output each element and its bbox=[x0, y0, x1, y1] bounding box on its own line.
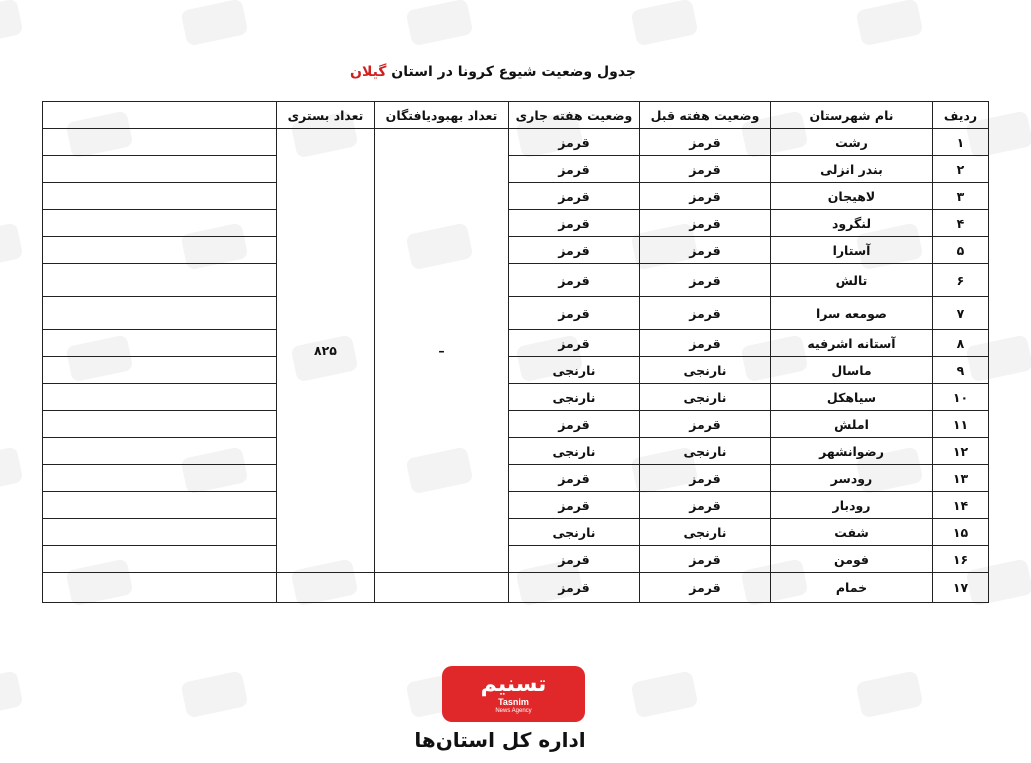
hospitalized-total: ۸۲۵ bbox=[277, 129, 375, 573]
logo-text-en: Tasnim bbox=[498, 697, 529, 707]
city-name: فومن bbox=[771, 546, 933, 573]
tasnim-logo-icon bbox=[454, 673, 573, 715]
curr-week-status: قرمز bbox=[509, 411, 640, 438]
row-number: ۲ bbox=[933, 156, 989, 183]
title-prefix: جدول وضعیت شیوع کرونا در استان bbox=[386, 64, 636, 80]
row-number: ۸ bbox=[933, 330, 989, 357]
table-row bbox=[43, 519, 989, 546]
blank-cell bbox=[43, 384, 277, 411]
prev-week-status: قرمز bbox=[640, 411, 771, 438]
blank-cell bbox=[43, 357, 277, 384]
city-name: ماسال bbox=[771, 357, 933, 384]
tasnim-logo bbox=[442, 666, 585, 722]
curr-week-status: قرمز bbox=[509, 492, 640, 519]
watermark-logo-icon bbox=[630, 670, 698, 718]
watermark-logo-icon bbox=[180, 0, 248, 46]
prev-week-status: قرمز bbox=[640, 183, 771, 210]
prev-week-status: قرمز bbox=[640, 237, 771, 264]
header-blank bbox=[43, 102, 277, 129]
blank-cell bbox=[43, 156, 277, 183]
row-number: ۱۳ bbox=[933, 465, 989, 492]
curr-week-status: قرمز bbox=[509, 129, 640, 156]
watermark-logo-icon bbox=[0, 0, 24, 46]
row-number: ۱۵ bbox=[933, 519, 989, 546]
logo-text-fa: تسنیم bbox=[480, 672, 547, 697]
city-name: رودبار bbox=[771, 492, 933, 519]
row-number: ۱۶ bbox=[933, 546, 989, 573]
blank-cell bbox=[43, 129, 277, 156]
curr-week-status: قرمز bbox=[509, 546, 640, 573]
prev-week-status: قرمز bbox=[640, 546, 771, 573]
watermark-tile bbox=[0, 652, 115, 742]
city-name: رشت bbox=[771, 129, 933, 156]
curr-week-status: قرمز bbox=[509, 573, 640, 603]
watermark-logo-icon bbox=[180, 670, 248, 718]
city-name: صومعه سرا bbox=[771, 297, 933, 330]
blank-cell bbox=[43, 330, 277, 357]
row-number: ۷ bbox=[933, 297, 989, 330]
blank-cell bbox=[43, 411, 277, 438]
city-name: آستانه اشرفیه bbox=[771, 330, 933, 357]
table-row bbox=[43, 210, 989, 237]
curr-week-status: قرمز bbox=[509, 237, 640, 264]
table-row bbox=[43, 129, 989, 156]
row-number: ۱۰ bbox=[933, 384, 989, 411]
table-row bbox=[43, 297, 989, 330]
row-number: ۶ bbox=[933, 264, 989, 297]
title-province: گیلان bbox=[350, 64, 387, 80]
watermark-logo-icon bbox=[405, 0, 473, 46]
blank-cell bbox=[43, 546, 277, 573]
header-curr-week: وضعیت هفته جاری bbox=[509, 102, 640, 129]
curr-week-status: نارنجی bbox=[509, 519, 640, 546]
row-number: ۱۱ bbox=[933, 411, 989, 438]
table-title bbox=[350, 64, 636, 80]
prev-week-status: قرمز bbox=[640, 156, 771, 183]
table-row bbox=[43, 183, 989, 210]
blank-cell bbox=[43, 438, 277, 465]
prev-week-status: قرمز bbox=[640, 492, 771, 519]
prev-week-status: قرمز bbox=[640, 297, 771, 330]
row-number: ۱۷ bbox=[933, 573, 989, 603]
watermark-tile bbox=[405, 0, 564, 70]
city-name: لاهیجان bbox=[771, 183, 933, 210]
city-name: املش bbox=[771, 411, 933, 438]
curr-week-status: قرمز bbox=[509, 465, 640, 492]
row-number: ۱۲ bbox=[933, 438, 989, 465]
hospitalized-empty-cell bbox=[277, 573, 375, 603]
header-city: نام شهرستان bbox=[771, 102, 933, 129]
curr-week-status: قرمز bbox=[509, 156, 640, 183]
blank-cell bbox=[43, 237, 277, 264]
row-number: ۹ bbox=[933, 357, 989, 384]
blank-cell bbox=[43, 297, 277, 330]
header-hospitalized: تعداد بستری bbox=[277, 102, 375, 129]
watermark-logo-icon bbox=[0, 222, 24, 270]
city-name: تالش bbox=[771, 264, 933, 297]
row-number: ۳ bbox=[933, 183, 989, 210]
recovered-empty-cell bbox=[375, 573, 509, 603]
covid-status-table bbox=[42, 101, 989, 603]
blank-cell bbox=[43, 264, 277, 297]
table-row bbox=[43, 237, 989, 264]
row-number: ۱۴ bbox=[933, 492, 989, 519]
prev-week-status: قرمز bbox=[640, 330, 771, 357]
watermark-tile bbox=[180, 652, 339, 742]
logo-subtext: News Agency bbox=[495, 708, 532, 714]
curr-week-status: نارنجی bbox=[509, 384, 640, 411]
watermark-logo-icon bbox=[855, 670, 923, 718]
table-row bbox=[43, 546, 989, 573]
city-name: خمام bbox=[771, 573, 933, 603]
curr-week-status: قرمز bbox=[509, 297, 640, 330]
city-name: بندر انزلی bbox=[771, 156, 933, 183]
prev-week-status: نارنجی bbox=[640, 438, 771, 465]
blank-cell bbox=[43, 492, 277, 519]
city-name: رودسر bbox=[771, 465, 933, 492]
header-row-number: ردیف bbox=[933, 102, 989, 129]
blank-cell bbox=[43, 465, 277, 492]
header-recovered: تعداد بهبودیافتگان bbox=[375, 102, 509, 129]
table-row bbox=[43, 264, 989, 297]
watermark-tile bbox=[855, 652, 1014, 742]
row-number: ۵ bbox=[933, 237, 989, 264]
footer-text: اداره کل استان‌ها bbox=[414, 728, 586, 752]
prev-week-status: نارنجی bbox=[640, 384, 771, 411]
blank-cell bbox=[43, 519, 277, 546]
watermark-logo-icon bbox=[855, 0, 923, 46]
watermark-tile bbox=[630, 652, 789, 742]
prev-week-status: قرمز bbox=[640, 573, 771, 603]
blank-cell bbox=[43, 210, 277, 237]
blank-cell bbox=[43, 573, 277, 603]
curr-week-status: قرمز bbox=[509, 183, 640, 210]
watermark-tile bbox=[180, 0, 339, 70]
watermark-logo-icon bbox=[0, 670, 24, 718]
watermark-tile bbox=[0, 0, 115, 70]
table-row bbox=[43, 357, 989, 384]
table-row bbox=[43, 384, 989, 411]
watermark-tile bbox=[630, 0, 789, 70]
table-row bbox=[43, 330, 989, 357]
curr-week-status: نارنجی bbox=[509, 357, 640, 384]
table-row bbox=[43, 156, 989, 183]
prev-week-status: نارنجی bbox=[640, 357, 771, 384]
curr-week-status: قرمز bbox=[509, 330, 640, 357]
curr-week-status: قرمز bbox=[509, 264, 640, 297]
table-row bbox=[43, 465, 989, 492]
prev-week-status: قرمز bbox=[640, 210, 771, 237]
watermark-logo-icon bbox=[0, 446, 24, 494]
table-row bbox=[43, 438, 989, 465]
table-row bbox=[43, 573, 989, 603]
prev-week-status: قرمز bbox=[640, 465, 771, 492]
header-prev-week: وضعیت هفته قبل bbox=[640, 102, 771, 129]
city-name: لنگرود bbox=[771, 210, 933, 237]
prev-week-status: نارنجی bbox=[640, 519, 771, 546]
recovered-total: – bbox=[375, 129, 509, 573]
table-row bbox=[43, 492, 989, 519]
watermark-logo-icon bbox=[630, 0, 698, 46]
table-header-row bbox=[43, 102, 989, 129]
prev-week-status: قرمز bbox=[640, 129, 771, 156]
city-name: آستارا bbox=[771, 237, 933, 264]
watermark-tile bbox=[855, 0, 1014, 70]
table-row bbox=[43, 411, 989, 438]
city-name: سیاهکل bbox=[771, 384, 933, 411]
curr-week-status: نارنجی bbox=[509, 438, 640, 465]
prev-week-status: قرمز bbox=[640, 264, 771, 297]
row-number: ۱ bbox=[933, 129, 989, 156]
city-name: رضوانشهر bbox=[771, 438, 933, 465]
curr-week-status: قرمز bbox=[509, 210, 640, 237]
row-number: ۴ bbox=[933, 210, 989, 237]
city-name: شفت bbox=[771, 519, 933, 546]
blank-cell bbox=[43, 183, 277, 210]
